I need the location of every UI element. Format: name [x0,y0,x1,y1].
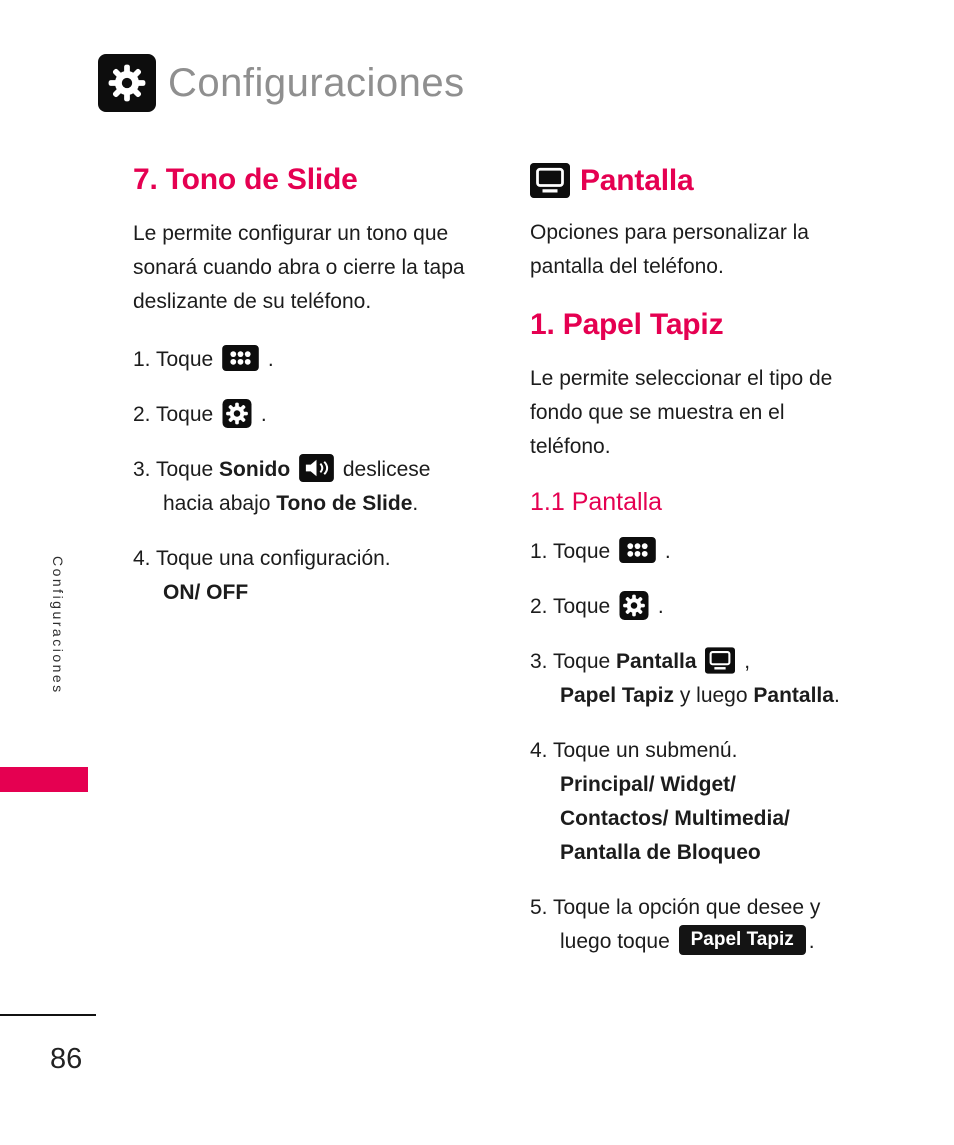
step-text: . [808,930,815,953]
speaker-icon [299,454,334,482]
step-bold: Pantalla [616,650,697,673]
step-text: 1. Toque [133,348,214,371]
step-text: . [664,540,671,563]
step-item [530,645,890,713]
step-bold: Papel Tapiz [560,684,674,707]
step-text: 4. Toque un submenú. [530,739,738,762]
step-text: , [744,650,751,673]
step-bold: ON/ OFF [163,581,249,604]
page-number: 86 [50,1043,83,1075]
step-text: luego toque [560,930,670,953]
tono-de-slide-intro: Le permite configurar un tono que sonará cuando abra o cierre la tapa deslizante de su teléfono. [133,222,465,313]
step-item [133,542,483,610]
step-text: 5. Toque la opción que desee y [530,896,821,919]
step-text: hacia abajo [163,492,271,515]
subsection-title-1-1-pantalla: 1.1 Pantalla [530,488,663,516]
step-text: . [260,403,267,426]
step-text: 1. Toque [530,540,611,563]
step-text: 2. Toque [530,595,611,618]
step-text: . [833,684,840,707]
step-text: . [267,348,274,371]
step-item [133,343,483,377]
step-item [133,453,483,521]
sidebar-accent-tab [0,767,88,792]
pantalla-1-1-steps [530,535,890,959]
step-item [530,535,890,569]
step-item [530,734,890,870]
papel-tapiz-button: Papel Tapiz [679,925,806,955]
step-item [530,590,890,624]
display-icon [530,163,570,198]
display-icon [705,647,735,674]
gear-icon [619,591,649,620]
step-text: . [657,595,664,618]
step-text: . [412,492,419,515]
step-text: 3. Toque [133,458,214,481]
page-title: Configuraciones [168,60,465,105]
step-bold: Principal/ Widget/ [560,773,736,796]
papel-tapiz-intro: Le permite seleccionar el tipo de fondo que se muestra en el teléfono. [530,367,833,458]
step-item [530,891,890,959]
gear-icon [222,399,252,428]
step-item [133,398,483,432]
page-header [98,54,465,112]
left-column [133,163,483,631]
tono-de-slide-steps [133,343,483,610]
footer-rule [0,1014,96,1016]
step-bold: Pantalla [753,684,834,707]
menu-grid-icon [222,345,259,371]
gear-icon [98,54,156,112]
section-title-tono-de-slide: 7. Tono de Slide [133,163,358,196]
step-bold: Tono de Slide [276,492,413,515]
menu-grid-icon [619,537,656,563]
pantalla-intro: Opciones para personalizar la pantalla del teléfono. [530,221,809,278]
step-text: deslicese [342,458,431,481]
pantalla-heading [530,163,890,198]
section-title-pantalla: Pantalla [580,163,694,197]
step-bold: Pantalla de Bloqueo [560,841,761,864]
right-column [530,163,890,980]
step-text: y luego [679,684,748,707]
section-title-papel-tapiz: 1. Papel Tapiz [530,308,724,341]
step-text: 2. Toque [133,403,214,426]
step-bold: Sonido [219,458,291,481]
step-text: 4. Toque una configuración. [133,547,391,570]
step-text: 3. Toque [530,650,611,673]
sidebar-vertical-label: Configuraciones [50,556,66,695]
step-bold: Contactos/ Multimedia/ [560,807,790,830]
